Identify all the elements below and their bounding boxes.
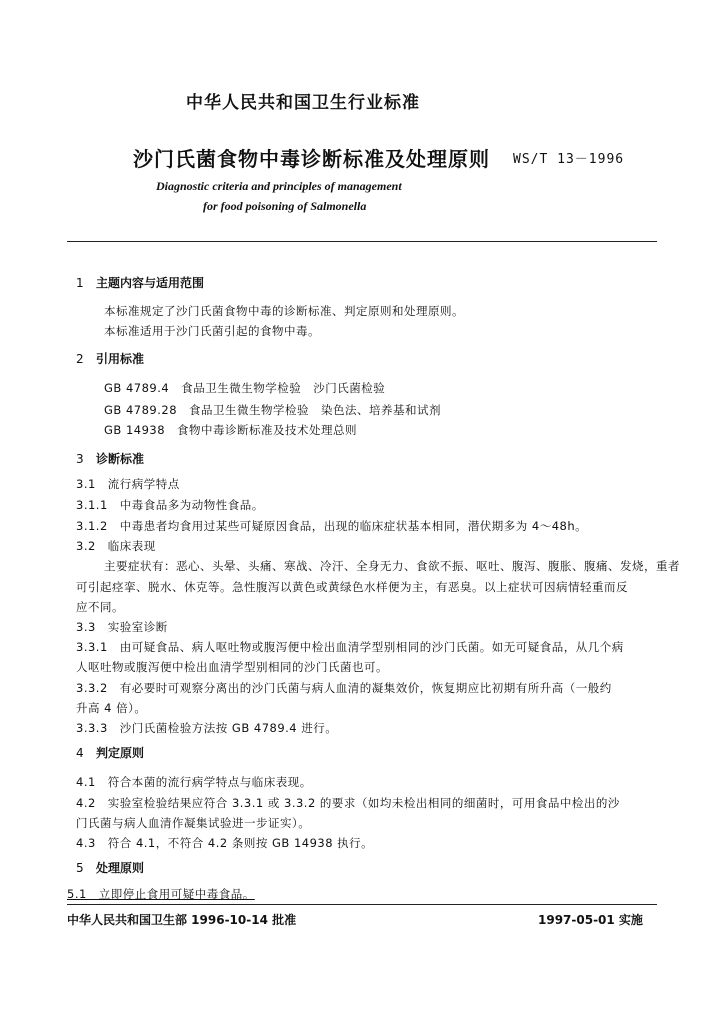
clause: 4.1 符合本菌的流行病学特点与临床表现。 — [76, 775, 312, 789]
section-2-heading — [76, 350, 144, 367]
clause: 3.2 临床表现 — [76, 539, 156, 553]
reference-item: GB 4789.4 食品卫生微生物学检验 沙门氏菌检验 — [104, 381, 386, 395]
issuing-body: 中华人民共和国卫生行业标准 — [186, 93, 420, 113]
section-title: 引用标准 — [96, 352, 145, 366]
paragraph: 人呕吐物或腹泻便中检出血清学型别相同的沙门氏菌也可。 — [76, 660, 388, 674]
english-title-line2: for food poisoning of Salmonella — [203, 199, 367, 213]
paragraph: 本标准适用于沙门氏菌引起的食物中毒。 — [104, 324, 320, 338]
reference-item: GB 4789.28 食品卫生微生物学检验 染色法、培养基和试剂 — [104, 403, 442, 417]
section-number: 2 — [76, 352, 84, 366]
english-title-line1: Diagnostic criteria and principles of management — [156, 179, 402, 193]
effective-date: 1997-05-01 实施 — [538, 913, 643, 927]
clause: 4.2 实验室检验结果应符合 3.3.1 或 3.3.2 的要求（如均未检出相同的细菌时，可用食品中检出的沙 — [76, 796, 620, 810]
section-title: 诊断标准 — [96, 452, 145, 466]
clause: 5.1 立即停止食用可疑中毒食品。 — [67, 887, 255, 901]
clause: 3.3.3 沙门氏菌检验方法按 GB 4789.4 进行。 — [76, 721, 338, 735]
paragraph: 升高 4 倍）。 — [76, 701, 147, 715]
footer-divider — [67, 904, 657, 905]
clause: 3.3.2 有必要时可观察分离出的沙门氏菌与病人血清的凝集效价，恢复期应比初期有所升高（一般约 — [76, 681, 612, 695]
section-number: 1 — [76, 276, 84, 290]
section-1-heading — [76, 274, 204, 291]
paragraph: 可引起痉挛、脱水、休克等。急性腹泻以黄色或黄绿色水样便为主，有恶臭。以上症状可因病情轻重而反 — [76, 580, 628, 594]
header-divider — [67, 241, 657, 242]
section-5-heading — [76, 859, 144, 876]
paragraph: 主要症状有：恶心、头晕、头痛、寒战、冷汗、全身无力、食欲不振、呕吐、腹泻、腹胀、腹痛、发烧，重者 — [104, 559, 680, 573]
paragraph: 门氏菌与病人血清作凝集试验进一步证实）。 — [76, 816, 311, 830]
section-title: 处理原则 — [96, 861, 145, 875]
section-title: 主题内容与适用范围 — [96, 276, 205, 290]
clause: 3.1.2 中毒患者均食用过某些可疑原因食品，出现的临床症状基本相同，潜伏期多为 4～48h。 — [76, 519, 588, 533]
clause: 4.3 符合 4.1，不符合 4.2 条则按 GB 14938 执行。 — [76, 836, 374, 850]
section-3-heading — [76, 450, 144, 467]
reference-item: GB 14938 食物中毒诊断标准及技术处理总则 — [104, 423, 358, 437]
section-number: 4 — [76, 746, 84, 760]
section-4-heading — [76, 744, 144, 761]
section-number: 3 — [76, 452, 84, 466]
clause: 3.1.1 中毒食品多为动物性食品。 — [76, 498, 264, 512]
paragraph: 本标准规定了沙门氏菌食物中毒的诊断标准、判定原则和处理原则。 — [104, 304, 464, 318]
paragraph: 应不同。 — [76, 600, 124, 614]
clause: 3.3 实验室诊断 — [76, 620, 168, 634]
clause: 3.1 流行病学特点 — [76, 477, 180, 491]
approval-date: 中华人民共和国卫生部 1996-10-14 批准 — [67, 913, 297, 927]
section-title: 判定原则 — [96, 746, 145, 760]
document-title: 沙门氏菌食物中毒诊断标准及处理原则 — [133, 147, 490, 171]
section-number: 5 — [76, 861, 84, 875]
clause: 3.3.1 由可疑食品、病人呕吐物或腹泻便中检出血清学型别相同的沙门氏菌。如无可疑食品，从几个病 — [76, 640, 624, 654]
standard-number: WS/T 13－1996 — [513, 152, 625, 167]
